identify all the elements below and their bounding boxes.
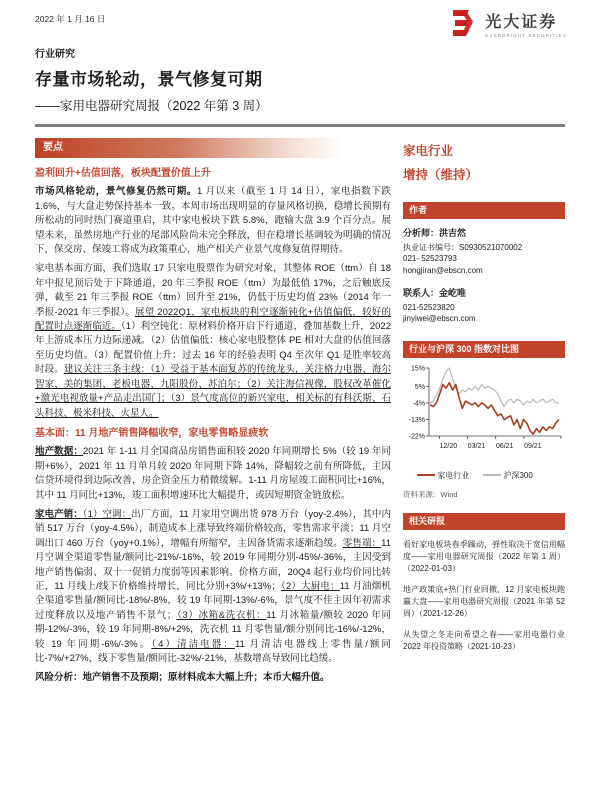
- paragraph-market-rest: 1 月以来（截至 1 月 14 日），家电指数下跌 1.6%，与大盘走势保持基本一致。本周市场出现明显的存量风格切换，稳增长预期有所松动的同时热门赛道重启，其中家电板块下跌 5.8%，跑输大盘 3.9 个百分点。展望未来，虽然房地产行业的尾部风险尚未完全释放，但在稳增长基调较为明确的情况下，保交房、保竣工将成为政策重心，地产相关产业景气度修复值得期待。: [35, 186, 391, 256]
- paragraph-risk: 风险分析：地产销售不及预期；原材料成本大幅上升；本币大幅升值。: [35, 672, 330, 684]
- svg-text:03/21: 03/21: [467, 442, 486, 450]
- report-category: 行业研究: [35, 49, 75, 60]
- sales-lead: 家电产销：: [35, 508, 83, 520]
- legend-label-appliance: 家电行业: [437, 470, 470, 480]
- contact-phone: 021-52523820: [403, 302, 455, 312]
- section-heading-1: 盈利回升+估值回落，板块配置价值上升: [35, 168, 211, 179]
- related-report-2: 地产政策底+热门行业回撤，12 月家电板块跑赢大盘——家用电器研究周报（2021 年第 52 周）（2021-12-26）: [403, 584, 565, 618]
- logo-name-en: EVERBRIGHT SECURITIES: [485, 32, 567, 38]
- report-date: 2022 年 1 月 16 日: [35, 14, 106, 24]
- svg-text:-13%: -13%: [408, 416, 425, 424]
- related-report-1: 看好家电板块春季躁动，弹性取决于宽信用幅度——家用电器研究周报（2022 年第 1 周）（2022-01-03）: [403, 539, 565, 573]
- property-lead: 地产数据：: [35, 446, 83, 458]
- keypoints-banner: 要点: [35, 138, 352, 158]
- fundamentals-seg-2: 展望 2022Q1，家电板块的利空逐渐钝化+估值偏低，较好的配置时点逐渐临近。: [35, 306, 391, 333]
- comparison-chart-wrap: [403, 363, 565, 500]
- paragraph-property: [35, 445, 391, 503]
- sales-seg-ac: （1）空调：: [82, 508, 132, 520]
- header-divider: [35, 124, 565, 127]
- fundamentals-seg-4: 建议关注三条主线：（1）受益于基本面复苏的传统龙头，关注格力电器、海尔智家、美的集团、老板电器、九阳股份、苏泊尔；（2）关注海信视像，股权改革催化+激光电视放量+产品走出国门；（3）景气度高位的新兴家电，相关标的有科沃斯、石头科技、极米科技、火星人。: [35, 364, 391, 419]
- property-rest: 2021 年 1-11 月全国商品房销售面积较 2020 年同期增长 5%（较 19 年同期+6%），2021 年 11 月单月较 2020 年同期下降 14%，降幅较之前有所降低，主因信贷环境得到边际改善，房企资金压力稍微缓解。1-11 月房屋竣工面积同比+16%，其中 11 月同比+13%，竣工面积增速环比大幅提升，或因短期资金链放松。: [35, 446, 391, 501]
- related-reports-banner: 相关研报: [403, 513, 565, 530]
- comparison-chart: [403, 363, 565, 463]
- chart-banner: 行业与沪深 300 指数对比图: [403, 341, 565, 358]
- sales-seg-cleaning-text: 11 月清洁电器线上零售量/额同比-7%/+27%，线下零售量/额同比-32%/-21%，基数增高导致同比趋缓。: [35, 638, 391, 664]
- analyst-email: hongjiran@ebscn.com: [403, 265, 483, 275]
- analyst-name: 分析师：洪吉然: [403, 228, 467, 238]
- paragraph-market-lead: 市场风格轮动，景气修复仍然可期。: [35, 186, 197, 198]
- chart-source: 资料来源：Wind: [403, 489, 458, 499]
- contact-block: [403, 288, 565, 325]
- logo-text: [485, 9, 567, 38]
- sales-seg-retail-text: 11 月空调全渠道零售量/额同比-21%/-16%，较 2019 年同期分别-45%/-36%，主因受到地产销售偏弱、双十一促销力度弱等因素影响。价格方面，20Q4 起行业均价同比转正，11 月线上/线下价格维持增长，同比分别+3%/+13%；: [35, 537, 391, 592]
- paragraph-sales: [35, 508, 391, 666]
- svg-text:06/21: 06/21: [495, 442, 514, 450]
- author-banner: 作者: [403, 202, 565, 219]
- sales-seg-kitchen: （2）大厨电：: [280, 580, 340, 592]
- rating-badge: 增持（维持）: [403, 168, 479, 182]
- logo-name-cn: 光大证券: [485, 13, 558, 31]
- chart-legend: [417, 470, 565, 481]
- sales-seg-kitchen-text: 11 月油烟机全渠道零售量/额同比-18%/-8%，较 19 年同期-13%/-6%，景气度不佳主因年初需求过度释放以及地产销售不景气；: [35, 580, 391, 621]
- brand-logo: [449, 8, 567, 38]
- svg-text:5%: 5%: [414, 383, 425, 391]
- report-subtitle: ——家用电器研究周报（2022 年第 3 周）: [35, 99, 268, 113]
- svg-text:15%: 15%: [410, 365, 425, 372]
- everbright-logo-icon: [449, 8, 479, 38]
- analyst-cert: 执业证书编号：S0930521070002: [403, 242, 523, 252]
- sidebar: [403, 141, 565, 653]
- hs300-line-swatch-icon: [483, 474, 501, 476]
- sales-seg-fridge: （3）冰箱&洗衣机：: [176, 609, 267, 621]
- legend-label-hs300: 沪深300: [503, 470, 533, 480]
- fundamentals-seg-3: （1）利空钝化：原材料价格开启下行通道，叠加基数上升，2022 年上游成本压力边际递减。（2）估值偏低：核心家电股整体 PE 相对大盘的估值回落至历史均值。（3）配置价值上升：过去 16 年的经验表明 Q4 至次年 Q1 是胜率较高时段。: [35, 321, 391, 376]
- appliance-line-swatch-icon: [417, 474, 435, 476]
- sales-seg-retail: 零售端：: [342, 537, 382, 549]
- svg-text:09/21: 09/21: [524, 442, 542, 450]
- section-heading-2: 基本面：11 月地产销售降幅收窄，家电零售略显疲软: [35, 427, 269, 439]
- related-report-3: 从失望之冬走向希望之春——家用电器行业 2022 年投资策略（2021-10-23）: [403, 629, 565, 651]
- paragraph-fundamentals: [35, 262, 391, 420]
- sales-seg-cleaning: （4）清洁电器：: [151, 638, 235, 650]
- summary-column: [35, 167, 391, 691]
- svg-text:-4%: -4%: [412, 399, 425, 407]
- sales-seg-fridge-text: 11 月冰箱量/额较 2020 年同期-12%/-3%，较 19 年同期-8%/+2%，洗衣机 11 月零售量/额分别同比-16%/-12%，较 19 年同期-6%/-3%。: [35, 609, 391, 650]
- sales-seg-ac-text: 出厂方面，11 月家用空调出货 978 万台（yoy-2.4%），其中内销 517 万台（yoy-4.5%），制造成本上涨导致终端价格较高，零售需求平淡；11 月空调出口 460 万台（yoy+0.1%），增幅有所缩窄，主因备货需求逐渐趋缓。: [35, 508, 391, 549]
- contact-name: 联系人：金屹唯: [403, 288, 467, 298]
- analyst-phone: 021- 52523793: [403, 254, 457, 263]
- fundamentals-seg-1: 家电基本面方面，我们选取 17 只家电股票作为研究对象，其整体 ROE（ttm）自 18 年中报见顶后处于下降通道，20 年三季报 ROE（ttm）为最低值 17%，之后触底反弹，截至 21 年三季报 ROE（ttm）回升至 21%，仍低于历史均值 23%（2014 年一季报-2021 年三季报）。: [35, 263, 391, 318]
- svg-text:12/20: 12/20: [439, 442, 458, 450]
- legend-item-hs300: [483, 470, 533, 481]
- paragraph-market: [35, 185, 391, 257]
- industry-name: 家电行业: [403, 144, 454, 158]
- legend-item-appliance: [417, 470, 469, 481]
- report-title: 存量市场轮动，景气修复可期: [35, 70, 263, 89]
- contact-email: jinyiwei@ebscn.com: [403, 314, 476, 323]
- svg-text:-22%: -22%: [408, 433, 425, 440]
- analyst-block: [403, 228, 565, 276]
